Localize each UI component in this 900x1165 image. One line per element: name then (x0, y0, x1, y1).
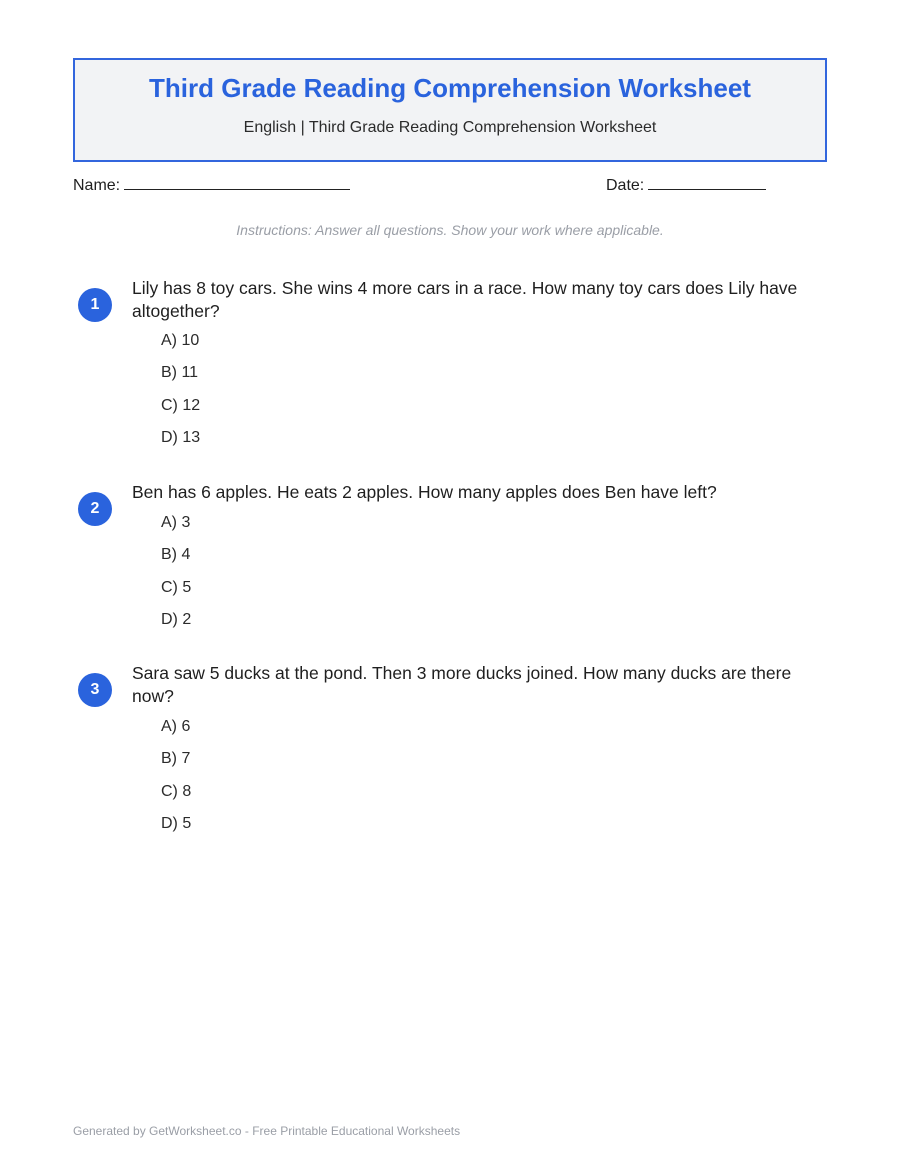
answer-option[interactable]: A) 6 (161, 718, 191, 735)
answer-option[interactable]: D) 2 (161, 610, 192, 628)
worksheet-title: Third Grade Reading Comprehension Worksheet (149, 73, 751, 103)
answer-option[interactable]: C) 8 (161, 782, 192, 800)
date-blank-line[interactable] (648, 176, 766, 190)
question-text: Sara saw 5 ducks at the pond. Then 3 more ducks joined. How many ducks are there now? (132, 663, 792, 706)
page-footer: Generated by GetWorksheet.co - Free Printable Educational Worksheets (73, 1124, 461, 1138)
answer-options (161, 717, 191, 846)
answer-option[interactable]: B) 7 (161, 750, 191, 768)
name-field (73, 176, 350, 196)
name-blank-line[interactable] (124, 176, 350, 190)
question-text: Ben has 6 apples. He eats 2 apples. How many apples does Ben have left? (132, 482, 717, 502)
answer-options (161, 513, 191, 642)
question-number-badge: 1 (78, 288, 112, 322)
answer-options (161, 331, 200, 460)
answer-option[interactable]: D) 13 (161, 428, 201, 446)
worksheet-header (73, 58, 827, 162)
answer-option[interactable]: C) 12 (161, 396, 201, 414)
answer-option[interactable]: B) 4 (161, 546, 191, 564)
date-label: Date: (606, 177, 645, 194)
answer-option[interactable]: B) 11 (161, 364, 199, 382)
answer-option[interactable]: D) 5 (161, 814, 192, 832)
worksheet-subtitle: English | Third Grade Reading Comprehension Worksheet (243, 119, 657, 136)
answer-option[interactable]: C) 5 (161, 578, 192, 596)
instructions-text: Instructions: Answer all questions. Show your work where applicable. (236, 222, 664, 238)
date-field (606, 176, 766, 196)
question-text: Lily has 8 toy cars. She wins 4 more cars in a race. How many toy cars does Lily have altogether? (132, 278, 798, 321)
question-number-badge: 3 (78, 673, 112, 707)
answer-option[interactable]: A) 3 (161, 514, 191, 531)
name-label: Name: (73, 177, 121, 194)
question-number-badge: 2 (78, 492, 112, 526)
answer-option[interactable]: A) 10 (161, 332, 200, 349)
